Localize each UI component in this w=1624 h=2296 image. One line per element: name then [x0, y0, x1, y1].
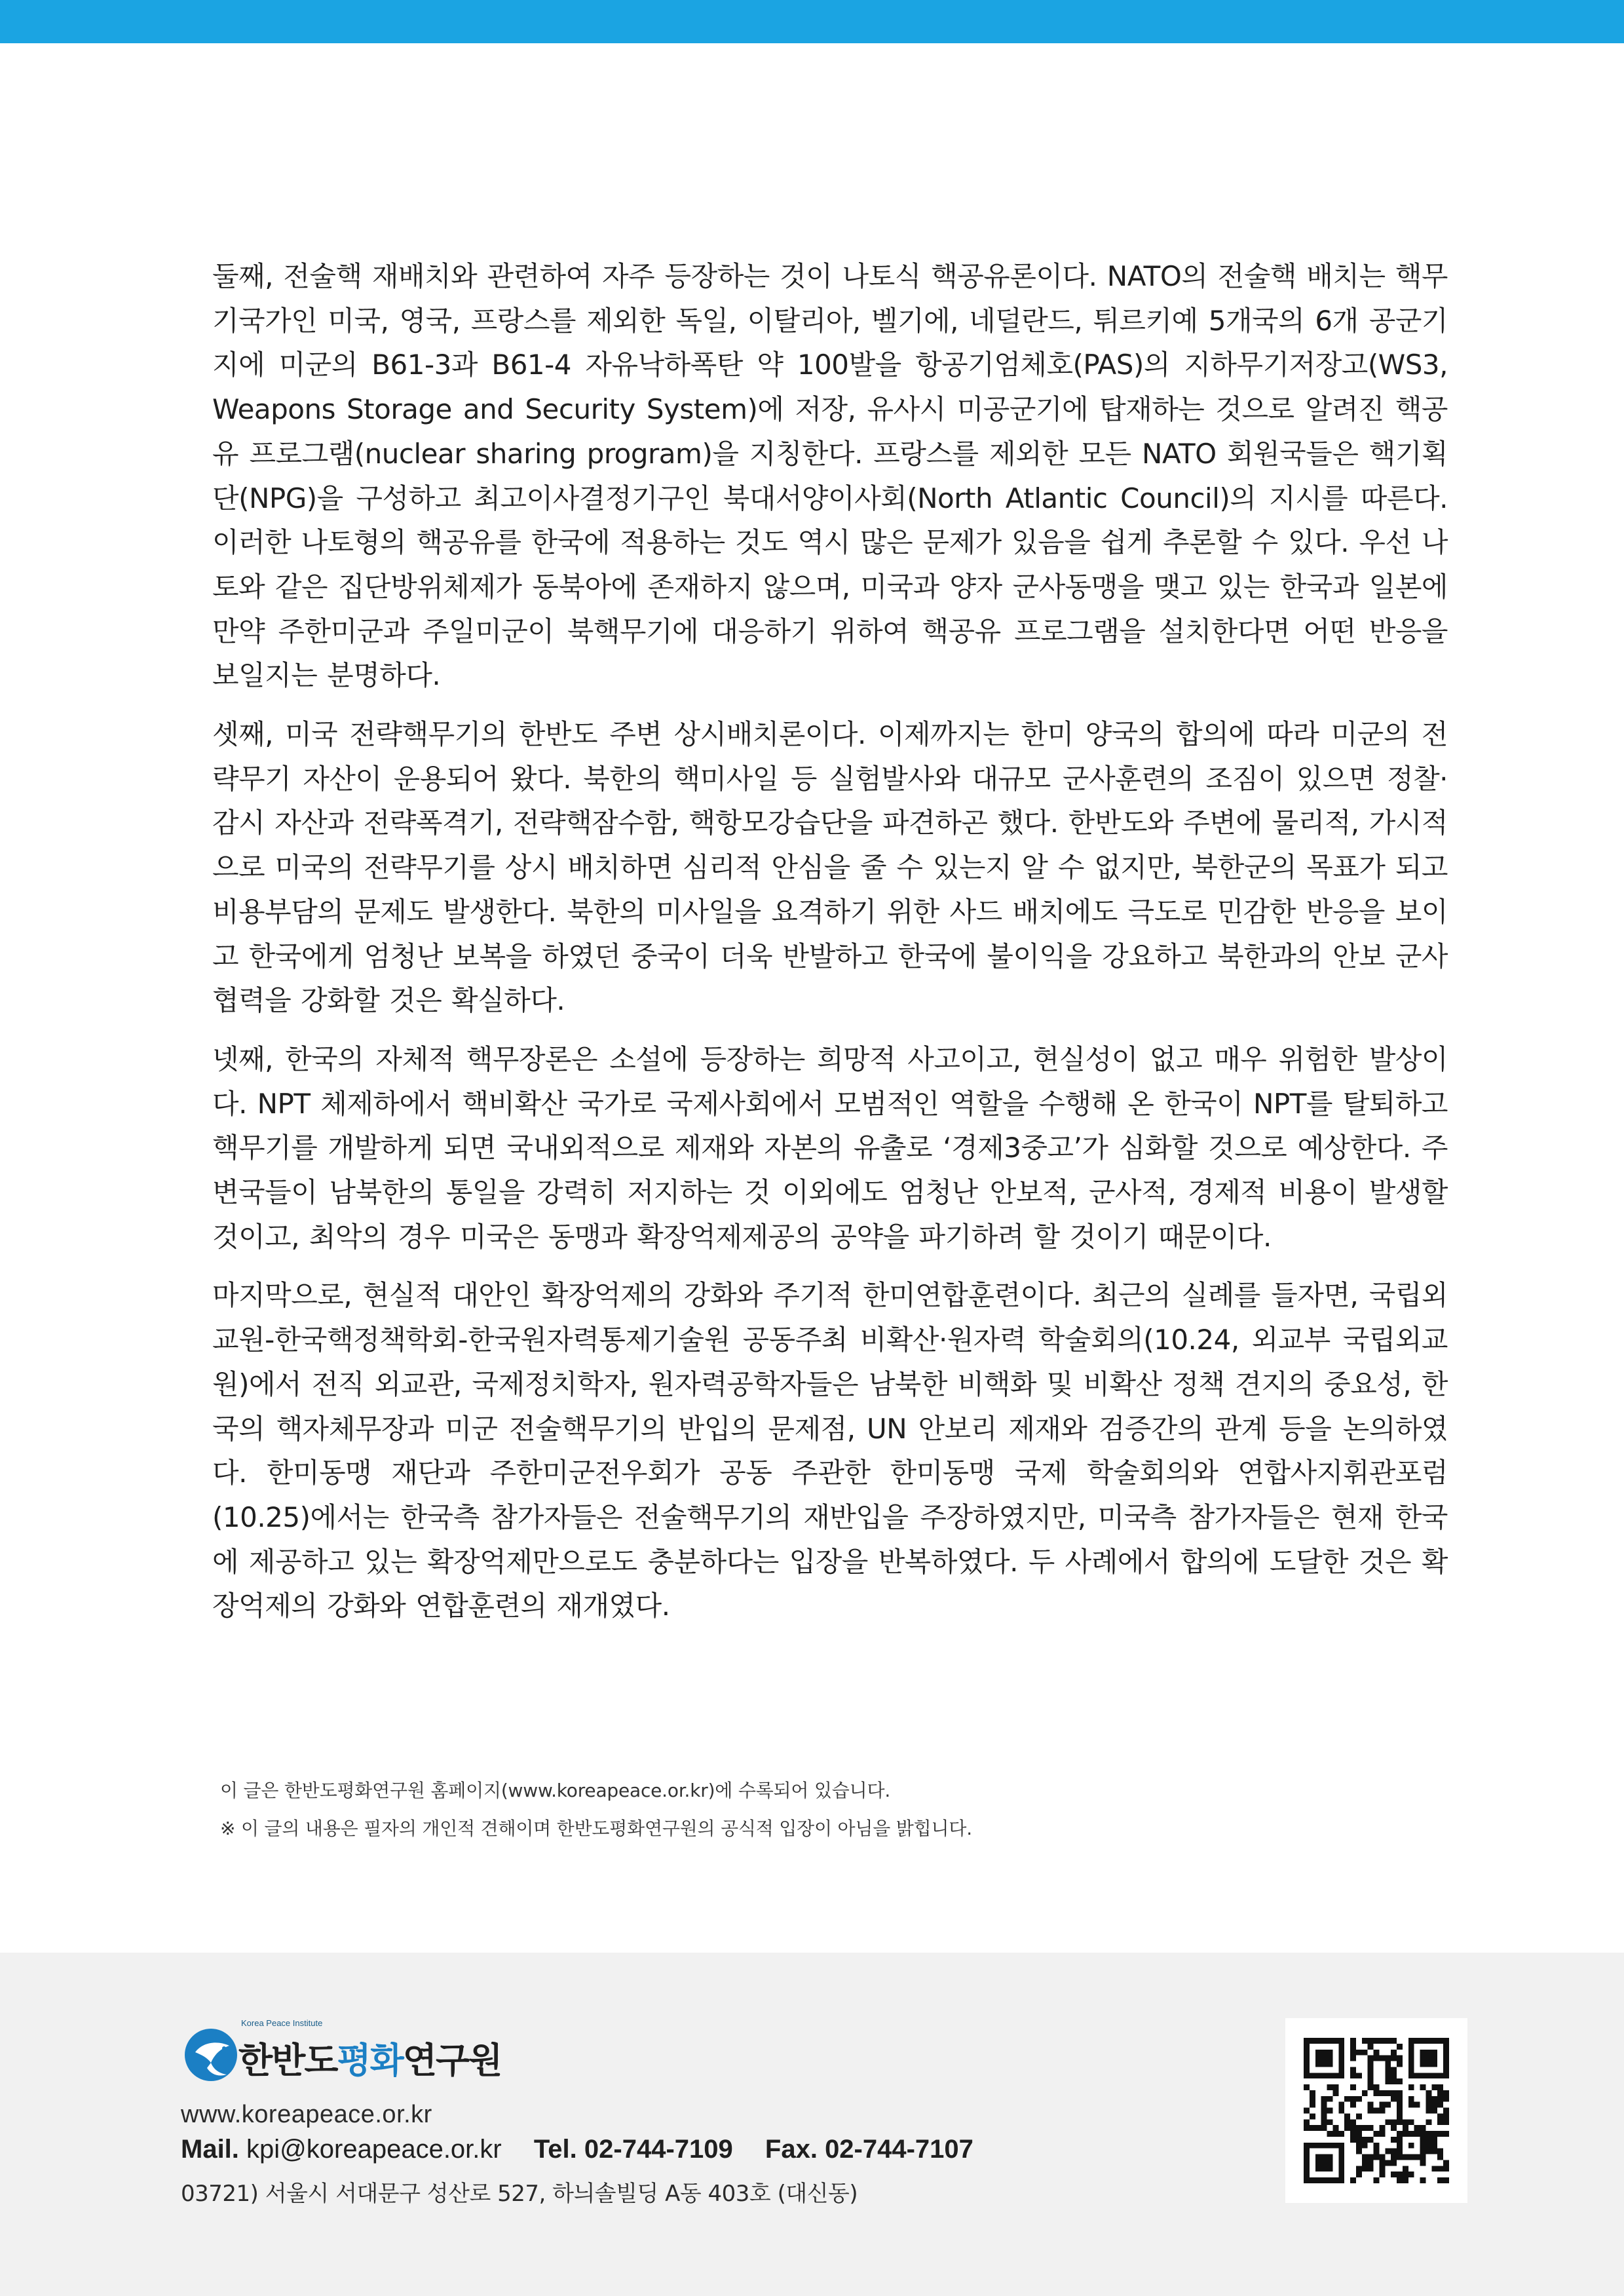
paragraph-extended-deterrence: 마지막으로, 현실적 대안인 확장억제의 강화와 주기적 한미연합훈련이다. 최근의 실례를 들자면, 국립외교원-한국핵정책학회-한국원자력통제기술원 공동주최 비확산·원자력 학술회의(10.24, 외교부 국립외교원)에서 전직 외교관, 국제정치학자, 원자력공학자들은 남북한 비핵화 및 비확산 정책 견지의 중요성, 한국의 핵자체무장과 미군 전술핵무기의 반입의 문제점, UN 안보리 제재와 검증간의 관계 등을 논의하였다. 한미동맹 재단과 주한미군전우회가 공동 주관한 한미동맹 국제 학술회의와 연합사지휘관포럼(10.25)에서는 한국측 참가자들은 전술핵무기의 재반입을 주장하였지만, 미국측 참가자들은 현재 한국에 제공하고 있는 확장억제만으로도 충분하다는 입장을 반복하였다. 두 사례에서 합의에 도달한 것은 확장억제의 강화와 연합훈련의 재개였다.	[212, 1279, 1448, 1622]
logo-english-name: Korea Peace Institute	[241, 2018, 323, 2028]
paragraph-self-armament: 넷째, 한국의 자체적 핵무장론은 소설에 등장하는 희망적 사고이고, 현실성이 없고 매우 위험한 발상이다. NPT 체제하에서 핵비확산 국가로 국제사회에서 모범적인 역할을 수행해 온 한국이 NPT를 탈퇴하고 핵무기를 개발하게 되면 국내외적으로 제재와 자본의 유출로 ‘경제3중고’가 심화할 것으로 예상한다. 주변국들이 남북한의 통일을 강력히 저지하는 것 이외에도 엄청난 안보적, 군사적, 경제적 비용이 발생할 것이고, 최악의 경우 미국은 동맹과 확장억제제공의 공약을 파기하려 할 것이기 때문이다.	[212, 1043, 1448, 1253]
fax-label: Fax.	[765, 2135, 818, 2164]
institute-logo	[181, 2017, 639, 2089]
contact-line	[181, 2135, 973, 2164]
qr-code-icon[interactable]	[1304, 2038, 1449, 2183]
mail-address[interactable]: kpi@koreapeace.or.kr	[246, 2135, 502, 2164]
top-color-bar	[0, 0, 1624, 43]
postal-address: 03721) 서울시 서대문구 성산로 527, 하늬솔빌딩 A동 403호 (대신동)	[181, 2181, 858, 2207]
mail-label: Mail.	[181, 2135, 239, 2164]
dove-logo-icon	[181, 2022, 242, 2084]
logo-korean-name: 한반도평화연구원	[238, 2040, 502, 2081]
disclaimer-note: ※ 이 글의 내용은 필자의 개인적 견해이며 한반도평화연구원의 공식적 입장이 아님을 밝힙니다.	[220, 1818, 972, 1839]
website-url[interactable]: www.koreapeace.or.kr	[181, 2101, 432, 2128]
paragraph-strategic-deployment: 셋째, 미국 전략핵무기의 한반도 주변 상시배치론이다. 이제까지는 한미 양국의 합의에 따라 미군의 전략무기 자산이 운용되어 왔다. 북한의 핵미사일 등 실험발사와 대규모 군사훈련의 조짐이 있으면 정찰·감시 자산과 전략폭격기, 전략핵잠수함, 핵항모강습단을 파견하곤 했다. 한반도와 주변에 물리적, 가시적으로 미국의 전략무기를 상시 배치하면 심리적 안심을 줄 수 있는지 알 수 없지만, 북한군의 목표가 되고 비용부담의 문제도 발생한다. 북한의 미사일을 요격하기 위한 사드 배치에도 극도로 민감한 반응을 보이고 한국에게 엄청난 보복을 하였던 중국이 더욱 반발하고 한국에 불이익을 강요하고 북한과의 안보 군사협력을 강화할 것은 확실하다.	[212, 718, 1448, 1017]
paragraph-nuclear-sharing: 둘째, 전술핵 재배치와 관련하여 자주 등장하는 것이 나토식 핵공유론이다. NATO의 전술핵 배치는 핵무기국가인 미국, 영국, 프랑스를 제외한 독일, 이탈리아, 벨기에, 네덜란드, 튀르키예 5개국의 6개 공군기지에 미군의 B61-3과 B61-4 자유낙하폭탄 약 100발을 항공기엄체호(PAS)의 지하무기저장고(WS3, Weapons Storage and Security System)에 저장, 유사시 미공군기에 탑재하는 것으로 알려진 핵공유 프로그램(nuclear sharing program)을 지칭한다. 프랑스를 제외한 모든 NATO 회원국들은 핵기획단(NPG)을 구성하고 최고이사결정기구인 북대서양이사회(North Atlantic Council)의 지시를 따른다. 이러한 나토형의 핵공유를 한국에 적용하는 것도 역시 많은 문제가 있음을 쉽게 추론할 수 있다. 우선 나토와 같은 집단방위체제가 동북아에 존재하지 않으며, 미국과 양자 군사동맹을 맺고 있는 한국과 일본에 만약 주한미군과 주일미군이 북핵무기에 대응하기 위하여 핵공유 프로그램을 설치한다면 어떤 반응을 보일지는 분명하다.	[212, 260, 1448, 692]
tel-number: 02-744-7109	[584, 2135, 733, 2164]
article-body	[212, 254, 1448, 1643]
fax-number: 02-744-7107	[825, 2135, 973, 2164]
tel-label: Tel.	[533, 2135, 577, 2164]
source-note: 이 글은 한반도평화연구원 홈페이지(www.koreapeace.or.kr)에 수록되어 있습니다.	[220, 1780, 891, 1801]
footer	[0, 1953, 1624, 2296]
qr-code-panel	[1285, 2018, 1467, 2203]
footnotes	[220, 1772, 1334, 1848]
